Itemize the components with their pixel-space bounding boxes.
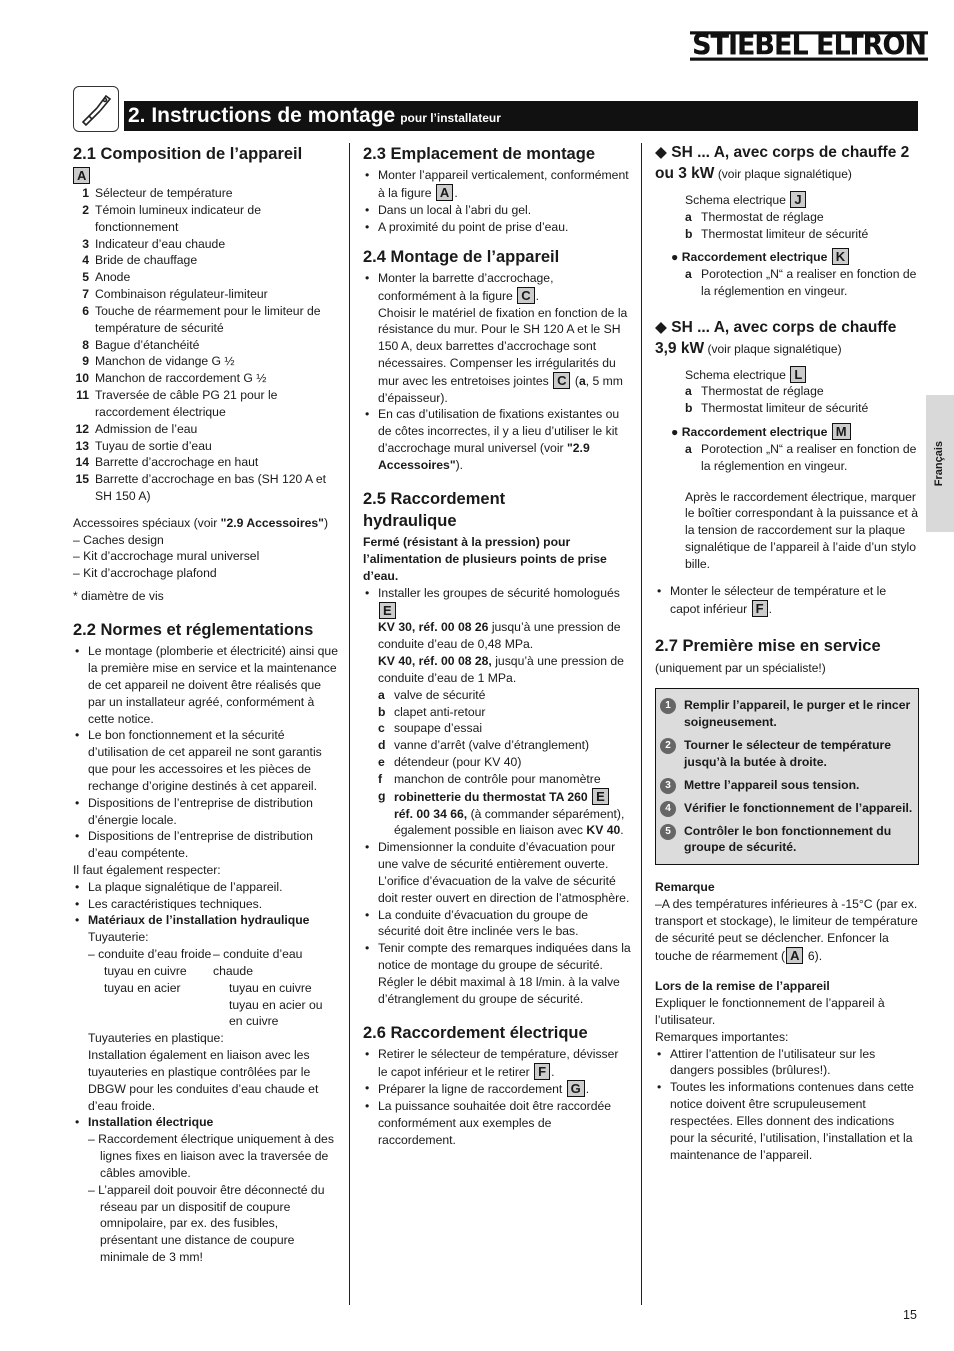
- language-tab: [926, 395, 954, 532]
- list-item: [73, 471, 338, 505]
- part-ref: KV 40: [586, 823, 621, 838]
- commissioning-step: [660, 823, 913, 857]
- location-list: [363, 167, 631, 235]
- parts-list: [378, 687, 631, 788]
- item-number: 4: [82, 253, 89, 268]
- remark-body: –A des températures inférieures à -15°C (par ex. transport et stockage), le limiteur de température de sécurité peut se déclencher. Enfoncer la touche de réarmement (: [655, 897, 918, 963]
- list-item: • Retirer le sélecteur de température, dévisser le capot inférieur et le retirer F .: [363, 1046, 631, 1081]
- list-item: tuyau en cuivre: [104, 963, 187, 978]
- screwdriver-icon: [73, 86, 119, 132]
- cold-water-column: [88, 946, 213, 1030]
- part-letter: e: [378, 755, 385, 770]
- item-number: 8: [82, 337, 89, 352]
- item-number: 9: [82, 354, 89, 369]
- part-text: Thermostat limiteur de sécurité: [701, 226, 869, 241]
- item-number: 11: [76, 388, 89, 403]
- commissioning-step: [660, 697, 913, 731]
- item-number: 14: [75, 455, 89, 470]
- list-item: – Kit d’accrochage mural universel: [73, 549, 260, 564]
- kv40-text: jusqu’à une pression de conduite d’eau de 1 MPa.: [378, 654, 624, 685]
- list-item: – Caches design: [73, 532, 164, 547]
- list-item: • Dans un local à l’abri du gel.: [363, 202, 631, 219]
- language-label: Français: [933, 440, 946, 487]
- part-text: valve de sécurité: [394, 687, 486, 702]
- part-text: .: [620, 823, 624, 838]
- column-divider: [349, 143, 350, 1305]
- component-list: [73, 185, 338, 505]
- bullet-text: En cas d’utilisation de fixations existantes ou de côtes incorrectes, il y a lieu d’utiliser le kit d’accrochage mural universel (voir: [378, 407, 620, 456]
- schema-items: [685, 383, 919, 417]
- column-1: [73, 143, 338, 1266]
- part-text: Thermostat de réglage: [701, 209, 824, 224]
- heading-variant-a: ◆ SH ... A, avec corps de chauffe 2 ou 3 kW: [655, 144, 910, 182]
- list-item: [73, 1114, 338, 1265]
- step-number: 3: [660, 778, 676, 794]
- item-text: Anode: [95, 270, 131, 285]
- commissioning-step: [660, 737, 913, 771]
- remark-end: 6).: [804, 948, 823, 963]
- handover-title: Lors de la remise de l’appareil: [655, 979, 830, 994]
- list-item: tuyau en acier: [104, 980, 181, 995]
- list-item: [73, 337, 338, 354]
- item-text: Touche de réarmement pour le limiteur de température de sécurité: [95, 303, 321, 335]
- list-item: [378, 754, 631, 771]
- accessories-label: Accessoires spéciaux: [73, 515, 191, 530]
- handover-text: Expliquer le fonctionnement de l’appareil à l’utilisateur.: [655, 996, 885, 1027]
- list-item: [685, 383, 919, 400]
- electrical-list: [363, 1046, 631, 1149]
- schema-label: Schema electrique: [685, 192, 786, 207]
- item-number: 1: [82, 186, 89, 201]
- mount-list: [655, 583, 919, 618]
- item-text: Bride de chauffage: [95, 253, 198, 268]
- part-text: Thermostat de réglage: [701, 384, 824, 399]
- list-item: • Attirer l’attention de l’utilisateur sur les dangers possibles (brûlures!).: [655, 1046, 919, 1080]
- variant-3-9kw: [655, 318, 919, 360]
- list-item: • La puissance souhaitée doit être raccordée conformément aux exemples de raccordement.: [363, 1098, 631, 1148]
- variant-b-details: [655, 366, 919, 417]
- list-item: [73, 185, 338, 202]
- part-text: (à commander séparément), également possible en liaison avec: [394, 806, 625, 838]
- remark-title: Remarque: [655, 880, 715, 895]
- figure-ref: K: [832, 248, 849, 265]
- part-text: soupape d’essai: [394, 721, 483, 736]
- list-item: • Monter l’appareil verticalement, conformément à la figure A .: [363, 167, 631, 202]
- list-item: [73, 353, 338, 370]
- cold-water-title: – conduite d’eau froide: [88, 947, 212, 962]
- bullet-text: Installer les groupes de sécurité homologués: [378, 585, 620, 600]
- rac-label: ● Raccordement electrique: [671, 250, 828, 265]
- hot-water-column: [213, 946, 338, 1030]
- figure-ref: L: [790, 366, 806, 383]
- list-item: [73, 912, 338, 1114]
- plastic-title: Tuyauteries en plastique:: [88, 1031, 224, 1046]
- electrical-title: Installation électrique: [88, 1115, 214, 1130]
- variant-note: (voir plaque signalétique): [717, 166, 852, 181]
- important-label: Remarques importantes:: [655, 1029, 789, 1044]
- part-letter: c: [378, 721, 385, 736]
- list-item: [73, 269, 338, 286]
- list-item: • Dimensionner la conduite d’évacuation pour une valve de sécurité entièrement ouverte. L’orifice d’évacuation de la valve de sécurité doit rester ouvert en direction de l’atmosphère.: [363, 839, 631, 906]
- commissioning-steps: [655, 688, 919, 865]
- bullet-text: Retirer le sélecteur de température, dévisser le capot inférieur et le retirer: [378, 1046, 619, 1079]
- variant-a-details: [655, 191, 919, 242]
- part-text: vanne d’arrêt (valve d’étranglement): [394, 738, 590, 753]
- list-item: [378, 720, 631, 737]
- remark-text: [655, 896, 919, 964]
- list-item: [73, 303, 338, 337]
- kv30-text: jusqu’à une pression de conduite d’eau de 0,48 MPa.: [378, 620, 621, 652]
- part-text: détendeur (pour KV 40): [394, 755, 522, 770]
- accessories-ref: "2.9 Accessoires": [220, 515, 324, 530]
- list-item: • Dispositions de l’entreprise de distribution d’énergie locale.: [73, 795, 338, 829]
- bullet-text: Monter le sélecteur de température et le capot inférieur: [670, 583, 887, 616]
- list-item: [378, 737, 631, 754]
- list-item: – Raccordement électrique uniquement à des lignes fixes en liaison avec la traversée de câbles amovible.: [88, 1132, 334, 1180]
- list-item: • La conduite d’évacuation du groupe de sécurité doit être inclinée vers le bas.: [363, 907, 631, 941]
- accessories-close: ): [323, 515, 328, 530]
- hydraulic-intro: Fermé (résistant à la pression) pour l’alimentation de plusieurs points de prise d’eau.: [363, 535, 607, 583]
- list-item: • Le bon fonctionnement et la sécurité d’utilisation de cet appareil ne sont garantis que pour les accessoires et les pièces de rechange d’origine destinés à cet appareil.: [73, 727, 338, 794]
- bullet-text: Choisir le matériel de fixation en fonction de la résistance du mur. Pour le SH 120 A et le SH 150 A, deux barrettes d’accrochage sont nécessaires. Compenser les irrégularités du mur avec les entretoises jointes: [378, 305, 628, 388]
- part-letter: a: [685, 384, 692, 399]
- figure-ref: C: [517, 287, 534, 304]
- commissioning-step: [660, 777, 913, 794]
- heading-2-7: 2.7 Première mise en service: [655, 637, 881, 656]
- list-item: [378, 788, 631, 839]
- footnote: * diamètre de vis: [73, 589, 164, 604]
- list-item: tuyau en cuivre: [229, 980, 312, 995]
- cold-water-items: [88, 963, 213, 997]
- item-text: Témoin lumineux indicateur de fonctionnement: [95, 202, 261, 234]
- item-number: 15: [75, 472, 89, 487]
- item-number: 2: [82, 202, 89, 217]
- bullet-text: ).: [455, 457, 464, 472]
- step-text: Remplir l’appareil, le purger et le rincer soigneusement.: [684, 698, 911, 730]
- list-item: – Kit d’accrochage plafond: [73, 566, 217, 581]
- figure-ref: J: [790, 191, 805, 208]
- item-text: Tuyau de sortie d’eau: [95, 438, 212, 453]
- item-number: 6: [82, 303, 89, 318]
- also-respect-label: Il faut également respecter:: [73, 863, 221, 877]
- heading-2-1: 2.1 Composition de l’appareil: [73, 145, 303, 163]
- variant-b-rac: [655, 423, 919, 474]
- bullet-text: conformément à la figure: [378, 288, 513, 303]
- list-item: • Monter le sélecteur de température et le capot inférieur F .: [655, 583, 919, 618]
- bullet-text: , 5 mm d’épaisseur).: [378, 373, 623, 405]
- list-item: [73, 370, 338, 387]
- list-item: • Tenir compte des remarques indiquées dans la notice de montage du groupe de sécurité. Régler le débit maximal à 18 l/min. à la valve d’étranglement du groupe de sécurité.: [363, 940, 631, 1007]
- item-text: Combinaison régulateur-limiteur: [95, 287, 268, 302]
- pipes-table: [88, 946, 338, 1030]
- list-item: [685, 209, 919, 226]
- item-text: Indicateur d’eau chaude: [95, 236, 226, 251]
- hot-water-title: – conduite d’eau chaude: [213, 947, 303, 978]
- specialist-note: (uniquement par un spécialiste!): [655, 660, 826, 675]
- step-text: Vérifier le fonctionnement de l’appareil.: [684, 800, 913, 815]
- part-letter: a: [378, 687, 385, 702]
- part-letter: g: [378, 788, 386, 803]
- section-title-bar: [124, 101, 918, 131]
- figure-ref: A: [786, 947, 803, 964]
- column-2: [363, 143, 631, 1149]
- list-item: [378, 704, 631, 721]
- list-item: [685, 400, 919, 417]
- brand-logo: STIEBEL ELTRON: [692, 29, 926, 62]
- accessories-see: (voir: [193, 515, 218, 530]
- item-text: Sélecteur de température: [95, 186, 233, 201]
- plastic-text: Installation également en liaison avec les tuyauteries en plastique contrôlées par le DBGW pour les conduites d’eau chaude et d’eau froide.: [88, 1048, 319, 1113]
- figure-ref: M: [832, 423, 851, 440]
- step-text: Tourner le sélecteur de température jusqu’à la butée à droite.: [684, 737, 892, 769]
- figure-ref: E: [379, 602, 396, 619]
- heading-2-2: 2.2 Normes et réglementations: [73, 620, 314, 639]
- list-item: • La plaque signalétique de l’appareil.: [73, 879, 338, 896]
- column-divider: [641, 143, 642, 1305]
- important-list: [655, 1046, 919, 1164]
- part-letter: b: [378, 704, 386, 719]
- list-item: [73, 236, 338, 253]
- part-letter: a: [685, 267, 692, 282]
- part-text: clapet anti-retour: [394, 704, 486, 719]
- part-letter: d: [378, 738, 386, 753]
- figure-ref: A: [436, 184, 453, 201]
- standards-list: [73, 643, 338, 862]
- heading-2-6: 2.6 Raccordement électrique: [363, 1023, 588, 1042]
- figure-ref: A: [73, 167, 90, 184]
- part-ref: réf. 00 34 66,: [394, 806, 468, 821]
- accessories-ref: "2.9 Accessoires": [378, 441, 590, 472]
- hot-water-items: [213, 980, 338, 1030]
- item-number: 12: [75, 421, 89, 436]
- part-letter: b: [685, 401, 693, 416]
- figure-ref: G: [567, 1080, 585, 1097]
- heading-2-4: 2.4 Montage de l’appareil: [363, 247, 560, 266]
- list-item: [73, 387, 338, 421]
- part-letter: b: [685, 226, 693, 241]
- list-item: [378, 771, 631, 788]
- figure-ref: E: [592, 788, 609, 805]
- pipework-label: Tuyauterie:: [88, 930, 149, 945]
- item-text: Admission de l’eau: [95, 421, 198, 436]
- list-item: [685, 226, 919, 243]
- list-item: • Dispositions de l’entreprise de distribution d’eau compétente.: [73, 828, 338, 862]
- list-item: tuyau en acier ou en cuivre: [229, 997, 323, 1029]
- item-number: 13: [75, 438, 89, 453]
- part-text: robinetterie du thermostat TA 260: [394, 789, 588, 804]
- list-item: • Préparer la ligne de raccordement G .: [363, 1080, 631, 1098]
- part-text: Porotection „N“ a realiser en fonction de la réglemention en vingeur.: [701, 267, 917, 298]
- list-item: [73, 421, 338, 438]
- figure-ref: F: [534, 1063, 550, 1080]
- page-title: 2. Instructions de montage: [128, 104, 396, 127]
- schema-label: Schema electrique: [685, 367, 786, 382]
- mounting-list: [363, 270, 631, 474]
- part-letter: a: [685, 441, 692, 456]
- list-item: [73, 454, 338, 471]
- list-item: [73, 202, 338, 236]
- part-text: Thermostat limiteur de sécurité: [701, 401, 869, 416]
- list-item: • A proximité du point de prise d’eau.: [363, 219, 631, 236]
- page-number: 15: [903, 1308, 917, 1322]
- list-item: [671, 266, 919, 300]
- step-number: 1: [660, 698, 676, 714]
- list-item: [73, 252, 338, 269]
- item-text: Barrette d’accrochage en bas (SH 120 A et SH 150 A): [95, 472, 327, 503]
- electrical-items: [88, 1131, 338, 1266]
- item-text: Bague d’étanchéité: [95, 337, 200, 352]
- step-number: 2: [660, 738, 676, 754]
- list-item: [363, 406, 631, 473]
- item-text: Barrette d’accrochage en haut: [95, 455, 259, 470]
- part-letter: f: [378, 771, 383, 786]
- variant-2-3kw: [655, 143, 919, 185]
- list-item: [363, 585, 631, 839]
- bullet-text: Préparer la ligne de raccordement: [378, 1082, 563, 1097]
- list-item: • Toutes les informations contenues dans cette notice doivent être scrupuleusement respectées. Elles donnent des indications pour la sécurité, l’utilisation, l’installation et la maintenance de l’appareil.: [655, 1079, 919, 1163]
- list-item: • Les caractéristiques techniques.: [73, 896, 338, 913]
- item-text: Manchon de vidange G ½: [95, 354, 235, 369]
- schema-items: [685, 209, 919, 243]
- materials-title: Matériaux de l’installation hydraulique: [88, 913, 310, 928]
- item-text: Traversée de câble PG 21 pour le raccordement électrique: [95, 388, 278, 419]
- column-3: [655, 143, 919, 1163]
- hydraulic-list: [363, 585, 631, 1008]
- part-text: Porotection „N“ a realiser en fonction de la réglemention en vingeur.: [701, 441, 917, 473]
- rac-label: ● Raccordement electrique: [671, 425, 828, 440]
- variant-note: (voir plaque signalétique): [707, 341, 842, 356]
- bullet-text: Monter la barrette d’accrochage,: [378, 270, 554, 285]
- kv30-ref: KV 30, réf. 00 08 26: [378, 620, 489, 635]
- item-number: 7: [82, 287, 89, 302]
- part-letter: a: [685, 209, 692, 224]
- item-number: 5: [82, 270, 89, 285]
- part-letter: a: [578, 373, 586, 388]
- step-text: Mettre l’appareil sous tension.: [684, 777, 860, 792]
- list-item: [671, 441, 919, 475]
- figure-ref: F: [752, 600, 768, 617]
- list-item: • Le montage (plomberie et électricité) ainsi que la première mise en service et la maintenance de cet appareil ne doivent être réalisés que par un installateur agréé, conformément à cette notice.: [73, 643, 338, 727]
- list-item: [378, 687, 631, 704]
- heading-variant-b: ◆ SH ... A, avec corps de chauffe 3,9 kW: [655, 318, 897, 357]
- after-connection-text: Après le raccordement électrique, marquer le boîtier correspondant à la puissance et à la tension de raccordement sur la plaque signalétique de l’appareil à l’aide d’un stylo bille.: [685, 489, 919, 571]
- heading-2-5: 2.5 Raccordement hydraulique: [363, 489, 506, 531]
- heading-2-3: 2.3 Emplacement de montage: [363, 145, 595, 163]
- step-number: 5: [660, 824, 676, 840]
- figure-ref: C: [553, 372, 570, 389]
- part-text: manchon de contrôle pour manomètre: [394, 771, 601, 786]
- list-item: • Monter la barrette d’accrochage, conformément à la figure C . Choisir le matériel de fixation en fonction de la résistance du mur. Pour le SH 120 A et le SH 150 A, deux barrettes d’accrochage sont nécessaires. Compenser les irrégularités du mur avec les entretoises jointes C (a, 5 mm d’épaisseur).: [363, 270, 631, 407]
- materials-list: [73, 912, 338, 1265]
- bullet-text: Monter l’appareil verticalement, conformément à la figure: [378, 168, 629, 201]
- variant-a-rac: [655, 248, 919, 299]
- also-respect-list: [73, 879, 338, 913]
- item-text: Manchon de raccordement G ½: [95, 371, 267, 386]
- list-item: – L’appareil doit pouvoir être déconnecté du réseau par un dispositif de coupure omnipolaire, par ex. des fusibles, présentant une distance de coupure minimale de 3 mm!: [88, 1182, 325, 1265]
- commissioning-step: [660, 800, 913, 817]
- list-item: [73, 286, 338, 303]
- list-item: [73, 438, 338, 455]
- page-subtitle: pour l’installateur: [400, 111, 501, 125]
- step-text: Contrôler le bon fonctionnement du groupe de sécurité.: [684, 823, 892, 855]
- accessories-block: [73, 515, 338, 532]
- item-number: 10: [75, 371, 89, 386]
- step-number: 4: [660, 801, 676, 817]
- accessories-list: [73, 532, 338, 582]
- kv40-ref: KV 40, réf. 00 08 28,: [378, 654, 492, 669]
- item-number: 3: [82, 236, 89, 251]
